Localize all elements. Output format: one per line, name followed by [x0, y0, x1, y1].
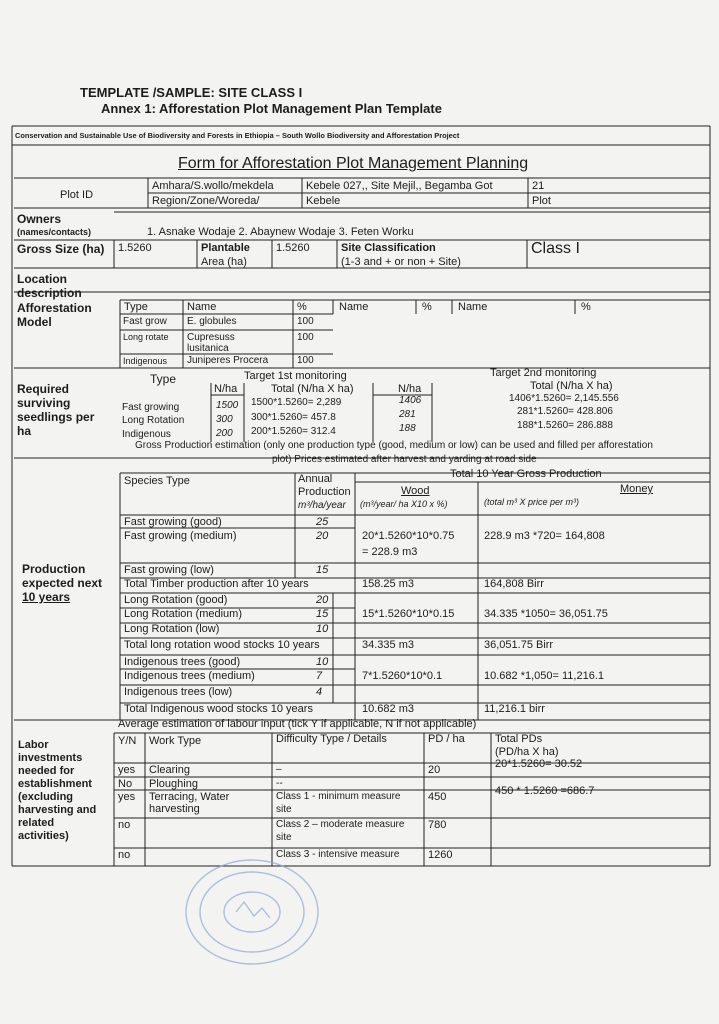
plantable-label: Plantable — [201, 242, 250, 254]
model-row-pct: 100 — [297, 332, 314, 343]
production-species: Total Indigenous wood stocks 10 years — [124, 703, 313, 715]
model-name2-header: Name — [339, 301, 369, 313]
seedling-row-t2: 281*1.5260= 428.806 — [517, 406, 613, 417]
seedlings-label-4: ha — [17, 424, 32, 438]
labor-work: Ploughing — [149, 778, 198, 790]
production-species: Indigenous trees (medium) — [124, 670, 255, 682]
production-wood-2: = 228.9 m3 — [362, 546, 418, 558]
labor-label-7: related — [18, 817, 55, 829]
wood-subheader: (m³/year/ ha X10 x %) — [360, 499, 448, 509]
production-wood: 10.682 m3 — [362, 703, 414, 715]
labor-label-5: (excluding — [18, 791, 74, 803]
production-annual: 7 — [316, 670, 323, 682]
site-class-value: Class I — [531, 240, 580, 257]
seedlings-label-2: surviving — [17, 396, 71, 410]
model-row-type: Indigenous — [123, 356, 168, 366]
production-wood: 7*1.5260*10*0.1 — [362, 670, 443, 682]
labor-yn: yes — [118, 764, 136, 776]
labor-difficulty: Class 1 - minimum measure — [276, 791, 401, 802]
labor-difficulty: -- — [276, 778, 283, 789]
site-class-label: Site Classification — [341, 242, 436, 254]
seedlings-label-3: seedlings per — [17, 410, 95, 424]
seedling-row-t2: 188*1.5260= 286.888 — [517, 420, 613, 431]
production-species: Long Rotation (good) — [124, 594, 228, 606]
production-annual: 20 — [316, 530, 329, 542]
model-pct-header: % — [297, 301, 307, 313]
labor-yn: no — [118, 819, 131, 831]
production-species: Long Rotation (low) — [124, 623, 220, 635]
production-annual: 4 — [316, 686, 323, 698]
seedling-row-n1: 1500 — [216, 400, 239, 411]
production-species: Fast growing (medium) — [124, 530, 237, 542]
labor-difficulty: – — [276, 764, 282, 775]
seedling-row-t1: 300*1.5260= 457.8 — [251, 412, 336, 423]
model-row-type: Fast grow — [123, 316, 167, 327]
wood-header: Wood — [401, 485, 430, 497]
labor-label-8: activities) — [18, 830, 69, 842]
production-species: Fast growing (low) — [124, 564, 214, 576]
model-row-pct: 100 — [297, 316, 314, 327]
production-wood: 15*1.5260*10*0.15 — [362, 608, 455, 620]
production-species: Total long rotation wood stocks 10 years — [124, 639, 320, 651]
seedling-row-t1: 1500*1.5260= 2,289 — [251, 397, 342, 408]
model-type-header: Type — [124, 301, 148, 313]
production-money: 11,216.1 birr — [484, 703, 545, 715]
production-money: 164,808 Birr — [484, 578, 544, 590]
seedling-row-type: Indigenous — [122, 429, 171, 440]
plot-label: Plot — [532, 195, 551, 207]
seedling-row-t1: 200*1.5260= 312.4 — [251, 426, 336, 437]
production-species: Indigenous trees (low) — [124, 686, 233, 698]
labor-label-6: harvesting and — [18, 804, 97, 816]
difficulty-header: Difficulty Type / Details — [276, 733, 387, 745]
labor-work: Clearing — [149, 764, 190, 776]
gross-size-label: Gross Size (ha) — [17, 242, 105, 256]
production-annual: 20 — [316, 594, 329, 606]
region-label: Region/Zone/Woreda/ — [152, 195, 260, 207]
production-species: Total Timber production after 10 years — [124, 578, 309, 590]
model-name3-header: Name — [458, 301, 488, 313]
labor-difficulty-2: site — [276, 804, 292, 815]
production-annual: 25 — [316, 516, 329, 528]
labor-label: Labor — [18, 739, 49, 751]
project-line: Conservation and Sustainable Use of Biodiversity and Forests in Ethiopia – South Wollo Biodiversity and Afforestation Project — [15, 131, 460, 140]
production-note-2: plot) Prices estimated after harvest and yarding at road side — [272, 454, 537, 465]
production-annual: 10 — [316, 656, 329, 668]
template-heading: TEMPLATE /SAMPLE: SITE CLASS I — [80, 85, 303, 100]
seedling-row-type: Fast growing — [122, 402, 180, 413]
model-row-name: E. globules — [187, 316, 237, 327]
production-species: Fast growing (good) — [124, 516, 222, 528]
pd-header: PD / ha — [428, 733, 465, 745]
labor-yn: yes — [118, 791, 136, 803]
model-row-name: Cupresuss — [187, 332, 235, 343]
form-title: Form for Afforestation Plot Management Planning — [178, 155, 529, 172]
labor-label-3: needed for — [18, 765, 75, 777]
location-label-2: description — [17, 286, 82, 300]
annex-heading: Annex 1: Afforestation Plot Management Plan Template — [101, 101, 442, 116]
labor-total: 450 * 1.5260 =686.7 — [495, 785, 595, 797]
production-note: Gross Production estimation (only one production type (good, medium or low) can be used and filled per afforestation — [135, 440, 653, 451]
production-money: 36,051.75 Birr — [484, 639, 554, 651]
kebele-label: Kebele — [306, 195, 341, 207]
nha-header-2: N/ha — [398, 383, 422, 395]
production-annual: 10 — [316, 623, 329, 635]
money-subheader: (total m³ X price per m³) — [484, 497, 580, 507]
seedling-row-n2: 1406 — [399, 395, 422, 406]
production-wood: 20*1.5260*10*0.75 — [362, 530, 455, 542]
region-value: Amhara/S.wollo/mekdela — [152, 180, 274, 192]
owners-label: Owners — [17, 212, 62, 226]
seedlings-type-header: Type — [150, 372, 177, 386]
labor-pd: 450 — [428, 791, 447, 803]
labor-difficulty: Class 2 – moderate measure — [276, 819, 405, 830]
production-money: 228.9 m3 *720= 164,808 — [484, 530, 605, 542]
work-type-header: Work Type — [149, 735, 202, 747]
production-wood: 34.335 m3 — [362, 639, 414, 651]
production-wood: 158.25 m3 — [362, 578, 414, 590]
annual-header-2: Production — [298, 486, 351, 498]
annual-header-3: m³/ha/year — [298, 500, 346, 511]
seedling-row-type: Long Rotation — [122, 415, 185, 426]
labor-work-2: harvesting — [149, 803, 200, 815]
labor-work: Terracing, Water — [149, 791, 230, 803]
production-species: Long Rotation (medium) — [124, 608, 243, 620]
labor-pd: 780 — [428, 819, 447, 831]
owners-sublabel: (names/contacts) — [17, 227, 92, 237]
money-header: Money — [620, 483, 654, 495]
labor-label-2: investments — [18, 752, 83, 764]
production-label: Production — [22, 562, 86, 576]
model-row-pct: 100 — [297, 355, 314, 366]
plantable-label-2: Area (ha) — [201, 256, 247, 268]
labor-pd: 1260 — [428, 849, 453, 861]
production-annual: 15 — [316, 608, 329, 620]
official-stamp — [178, 850, 326, 970]
gross-size-value: 1.5260 — [118, 242, 152, 254]
production-label-2: expected next — [22, 576, 103, 590]
labor-difficulty: Class 3 - intensive measure — [276, 849, 400, 860]
model-pct3-header: % — [581, 301, 591, 313]
production-label-3: 10 years — [22, 590, 71, 604]
yn-header: Y/N — [118, 735, 137, 747]
labor-label-4: establishment — [18, 778, 92, 790]
seedling-row-t2: 1406*1.5260= 2,145.556 — [509, 393, 619, 404]
seedling-row-n1: 300 — [216, 414, 233, 425]
total-header-1: Total (N/ha X ha) — [271, 383, 354, 395]
site-class-sublabel: (1-3 and + or non + Site) — [341, 256, 461, 268]
seedling-row-n1: 200 — [216, 428, 233, 439]
labor-yn: no — [118, 849, 131, 861]
kebele-value: Kebele 027,, Site Mejil,, Begamba Got — [306, 180, 493, 192]
target2-header: Target 2nd monitoring — [490, 367, 597, 379]
total-pds-header-2: (PD/ha X ha) — [495, 746, 559, 758]
seedling-row-n2: 188 — [399, 423, 416, 434]
total-pds-header: Total PDs — [495, 733, 543, 745]
species-header: Species Type — [124, 475, 190, 487]
total-header-2: Total (N/ha X ha) — [530, 380, 613, 392]
labor-total: 20*1.5260= 30.52 — [495, 758, 583, 770]
model-row-type: Long rotate — [123, 332, 169, 342]
owners-value: 1. Asnake Wodaje 2. Abaynew Wodaje 3. Feten Worku — [147, 226, 414, 238]
model-label-2: Model — [17, 315, 52, 329]
model-name-header: Name — [187, 301, 217, 313]
model-pct2-header: % — [422, 301, 432, 313]
annual-header: Annual — [298, 473, 333, 485]
plot-id-label: Plot ID — [60, 189, 94, 201]
seedling-row-n2: 281 — [399, 409, 416, 420]
total10-header: Total 10 Year Gross Production — [450, 468, 602, 480]
plantable-value: 1.5260 — [276, 242, 310, 254]
model-row-name-2: lusitanica — [187, 343, 229, 354]
target1-header: Target 1st monitoring — [244, 370, 347, 382]
labor-yn: No — [118, 778, 133, 790]
plot-value: 21 — [532, 180, 545, 192]
location-label: Location — [17, 272, 67, 286]
nha-header-1: N/ha — [214, 383, 238, 395]
model-row-name: Juniperes Procera — [187, 355, 269, 366]
production-money: 34.335 *1050= 36,051.75 — [484, 608, 608, 620]
production-money: 10.682 *1,050= 11,216.1 — [484, 670, 604, 682]
labor-difficulty-2: site — [276, 832, 292, 843]
seedlings-label: Required — [17, 382, 70, 396]
production-species: Indigenous trees (good) — [124, 656, 241, 668]
production-annual: 15 — [316, 564, 329, 576]
labor-pd: 20 — [428, 764, 441, 776]
labor-note: Average estimation of labour input (tick Y if applicable, N if not applicable) — [118, 718, 477, 730]
model-label: Afforestation — [17, 301, 92, 315]
